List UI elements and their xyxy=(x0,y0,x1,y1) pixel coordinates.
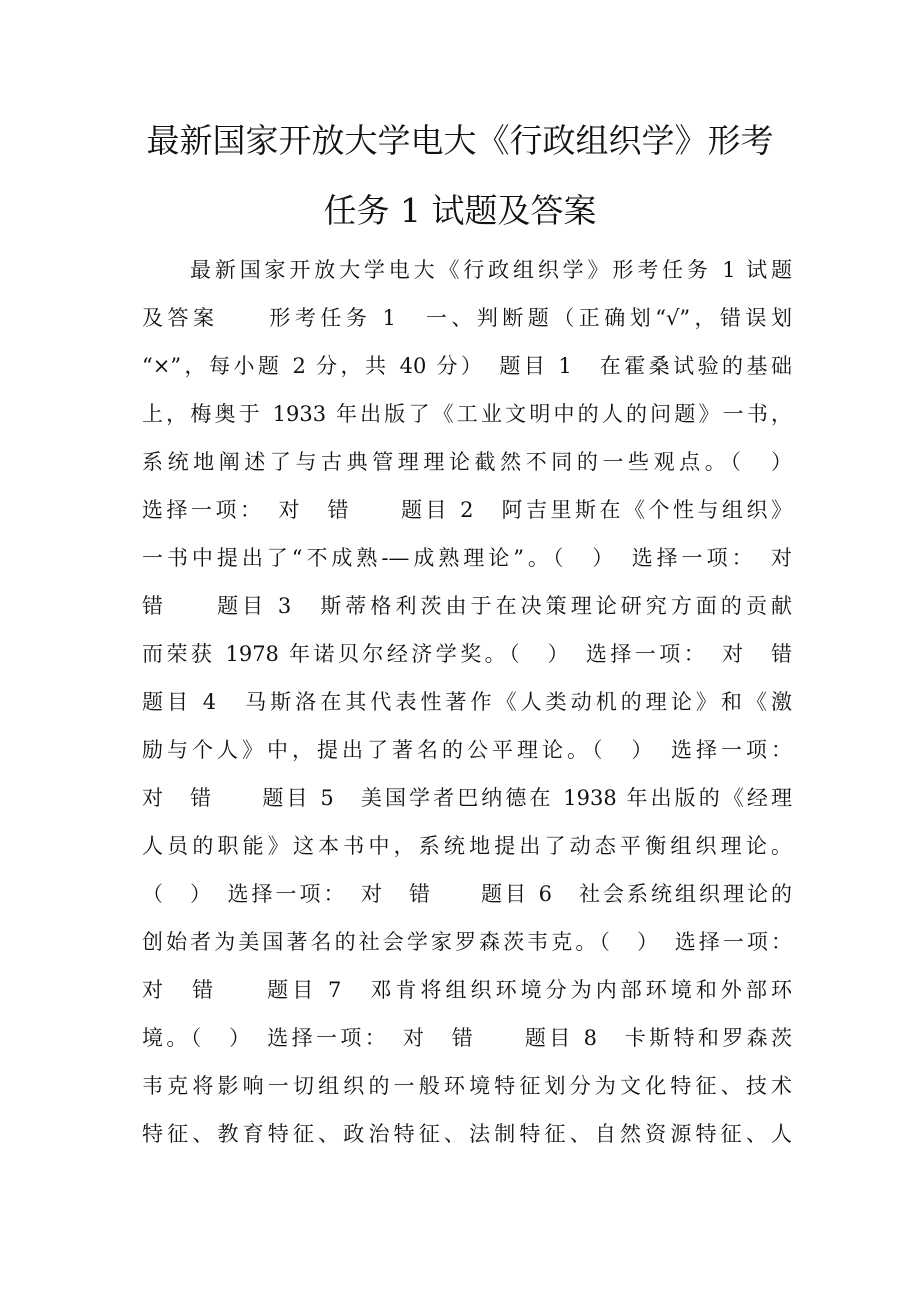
body-line-10: 题目 4 马斯洛在其代表性著作《人类动机的理论》和《激 xyxy=(142,690,792,714)
body-line-16: 对 错 题目 7 邓肯将组织环境分为内部环境和外部环 xyxy=(142,978,792,1002)
body-line-17: 境。（ ） 选择一项： 对 错 题目 8 卡斯特和罗森茨 xyxy=(142,1026,792,1050)
body-line-5: 系统地阐述了与古典管理理论截然不同的一些观点。（ ） xyxy=(142,450,792,474)
body-line-13: 人员的职能》这本书中，系统地提出了动态平衡组织理论。 xyxy=(142,834,792,858)
body-line-4: 上，梅奥于 1933 年出版了《工业文明中的人的问题》一书， xyxy=(142,402,792,426)
body-line-9: 而荣获 1978 年诺贝尔经济学奖。（ ） 选择一项： 对 错 xyxy=(142,642,792,666)
document-body xyxy=(142,246,792,1158)
body-line-3: “×”，每小题 2 分，共 40 分） 题目 1 在霍桑试验的基础 xyxy=(142,354,792,378)
body-line-7: 一书中提出了“不成熟-—成熟理论”。（ ） 选择一项： 对 xyxy=(142,546,792,570)
title-line-1: 最新国家开放大学电大《行政组织学》形考 xyxy=(146,121,774,160)
document-title xyxy=(120,106,800,246)
body-line-6: 选择一项： 对 错 题目 2 阿吉里斯在《个性与组织》 xyxy=(142,498,792,522)
body-line-18: 韦克将影响一切组织的一般环境特征划分为文化特征、技术 xyxy=(142,1074,792,1098)
body-line-12: 对 错 题目 5 美国学者巴纳德在 1938 年出版的《经理 xyxy=(142,786,792,810)
body-line-19: 特征、教育特征、政治特征、法制特征、自然资源特征、人 xyxy=(142,1122,792,1146)
body-line-11: 励与个人》中，提出了著名的公平理论。（ ） 选择一项： xyxy=(142,738,792,762)
body-line-15: 创始者为美国著名的社会学家罗森茨韦克。（ ） 选择一项： xyxy=(142,930,792,954)
body-line-1: 最新国家开放大学电大《行政组织学》形考任务 1 试题 xyxy=(190,258,792,282)
body-line-8: 错 题目 3 斯蒂格利茨由于在决策理论研究方面的贡献 xyxy=(142,594,792,618)
body-line-14: （ ） 选择一项： 对 错 题目 6 社会系统组织理论的 xyxy=(142,882,792,906)
title-line-2: 任务 1 试题及答案 xyxy=(323,191,597,230)
body-line-2: 及答案 形考任务 1 一、判断题（正确划“√”，错误划 xyxy=(142,306,792,330)
